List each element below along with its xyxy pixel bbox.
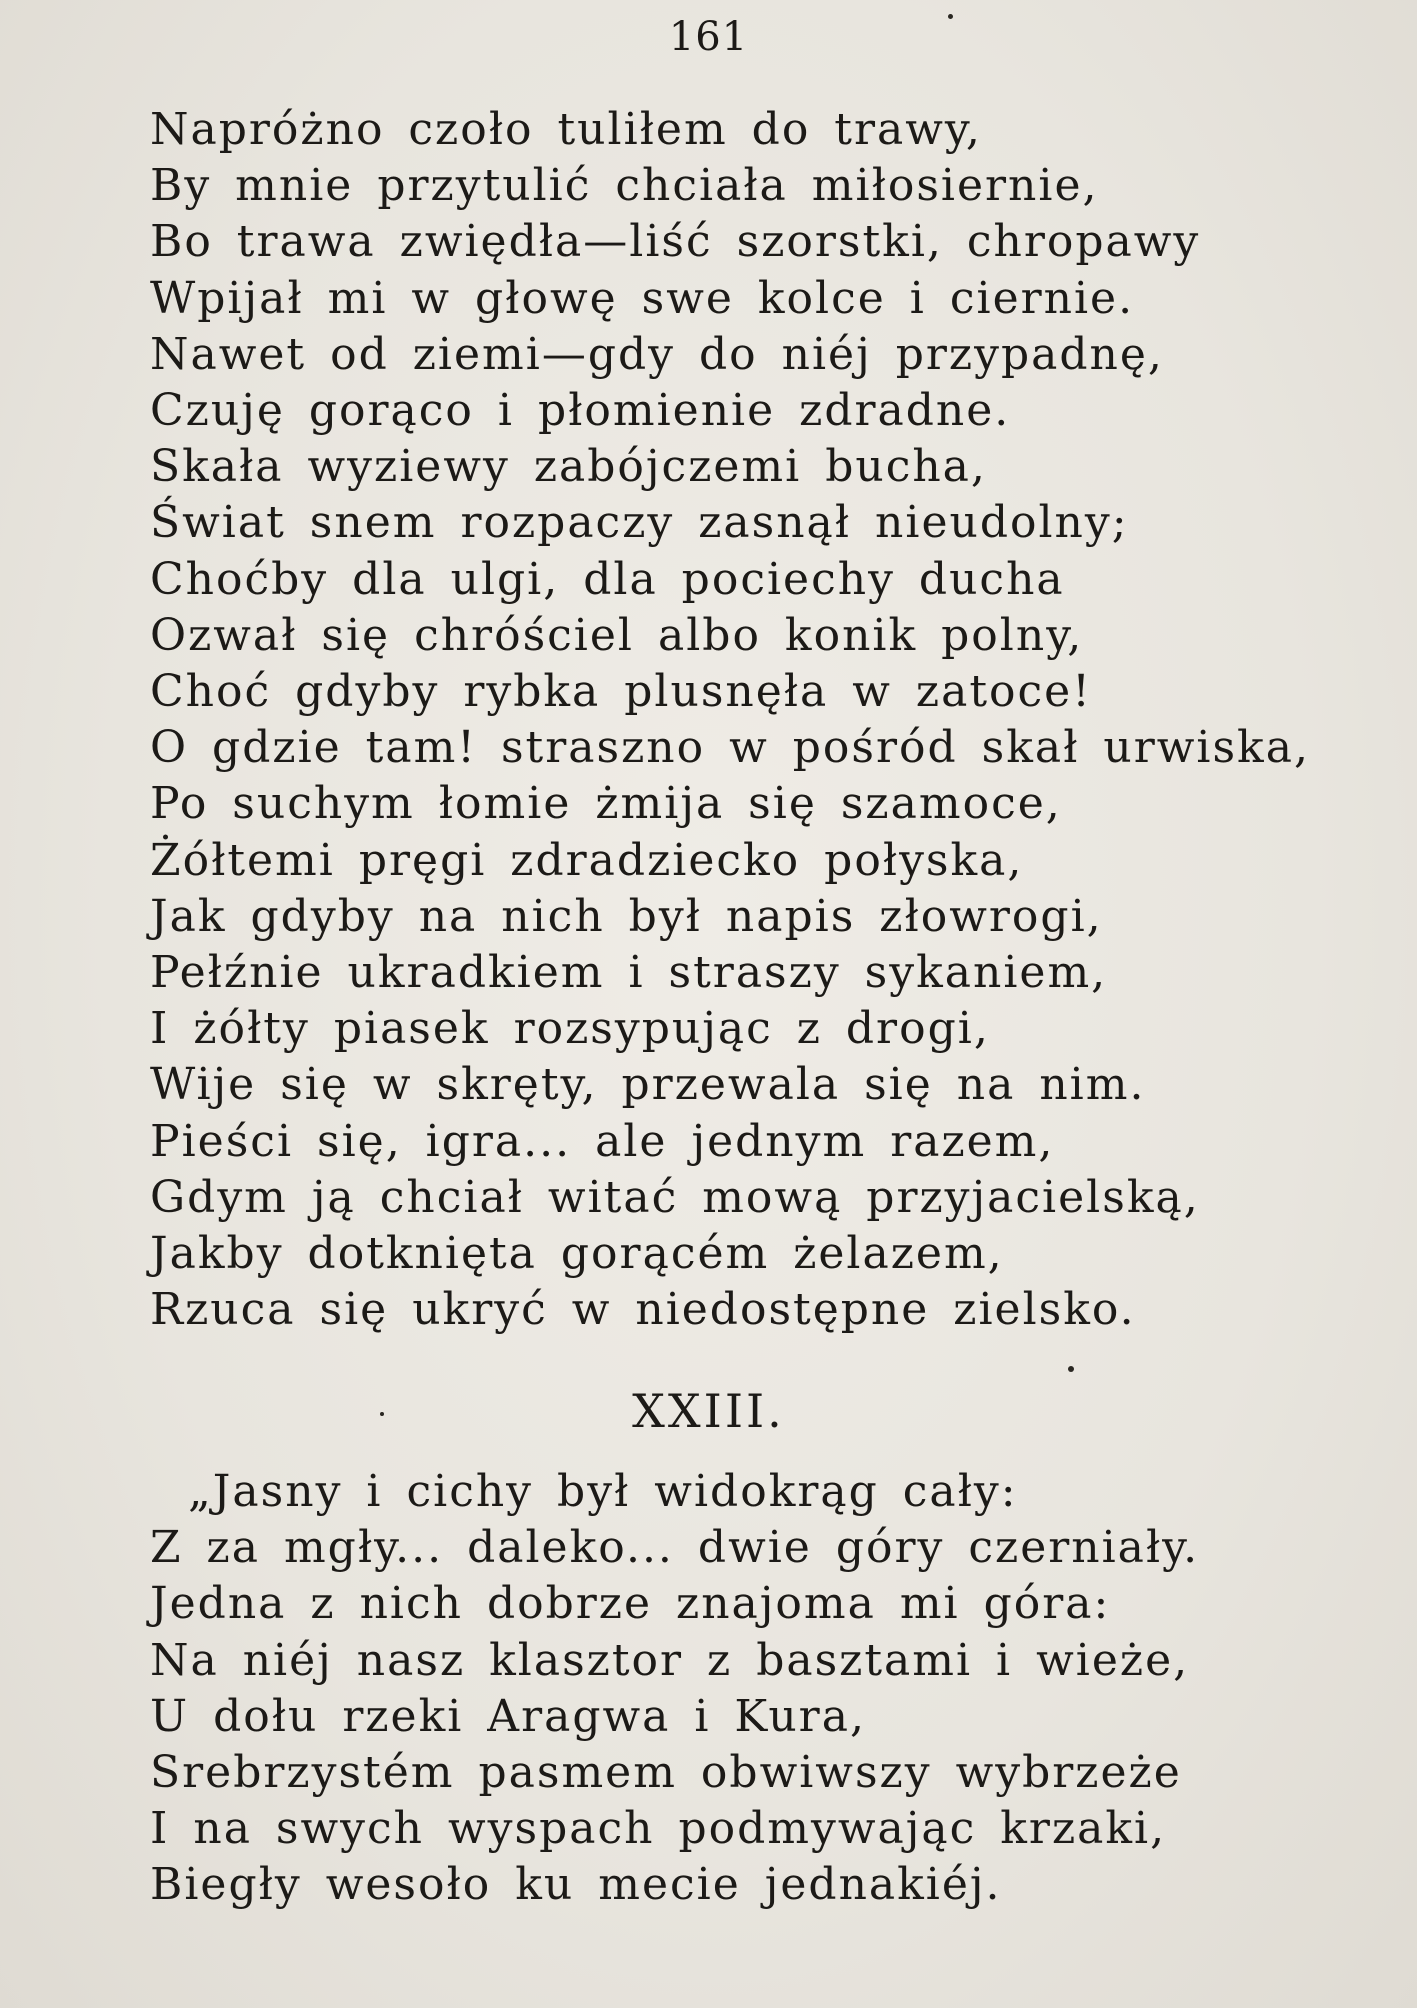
verse-line: Na niéj nasz klasztor z basztami i wieże, — [150, 1634, 1190, 1686]
verse-line: Biegły wesoło ku mecie jednakiéj. — [150, 1859, 1002, 1911]
verse-line: Jedna z nich dobrze znajoma mi góra: — [150, 1578, 1111, 1630]
paper-speck — [380, 1412, 384, 1416]
verse-line: Wije się w skręty, przewala się na nim. — [150, 1059, 1146, 1111]
verse-line: Czuję gorąco i płomienie zdradne. — [150, 385, 1011, 437]
verse-line: Choćby dla ulgi, dla pociechy ducha — [150, 553, 1065, 605]
verse-line: Z za mgły... daleko... dwie góry czerniały. — [150, 1522, 1200, 1574]
paper-speck — [1068, 1366, 1074, 1372]
verse-line: Żółtemi pręgi zdradziecko połyska, — [150, 834, 1024, 886]
verse-line: Bo trawa zwiędła—liść szorstki, chropawy — [150, 216, 1201, 268]
poem-stanza — [150, 102, 1310, 1338]
verse-line: Choć gdyby rybka plusnęła w zatoce! — [150, 666, 1092, 718]
verse-line: Wpijał mi w głowę swe kolce i ciernie. — [150, 272, 1135, 324]
verse-line: Pełźnie ukradkiem i straszy sykaniem, — [150, 947, 1108, 999]
verse-line: Pieści się, igra... ale jednym razem, — [150, 1115, 1055, 1167]
verse-line: By mnie przytulić chciała miłosiernie, — [150, 160, 1099, 212]
verse-line: Nawet od ziemi—gdy do niéj przypadnę, — [150, 328, 1164, 380]
verse-line: O gdzie tam! straszno w pośród skał urwiska, — [150, 722, 1310, 774]
verse-line: „Jasny i cichy był widokrąg cały: — [188, 1466, 1018, 1517]
paper-speck — [948, 14, 953, 19]
verse-line: I żółty piasek rozsypując z drogi, — [150, 1003, 990, 1055]
page-number: 161 — [668, 14, 749, 60]
verse-line: Jak gdyby na nich był napis złowrogi, — [150, 890, 1103, 942]
verse-line: Jakby dotknięta gorącém żelazem, — [150, 1228, 1004, 1280]
verse-line: Skała wyziewy zabójczemi bucha, — [150, 441, 987, 493]
verse-line: Srebrzystém pasmem obwiwszy wybrzeże — [150, 1747, 1182, 1799]
verse-line: Ozwał się chróściel albo konik polny, — [150, 609, 1084, 661]
verse-line: Rzuca się ukryć w niedostępne zielsko. — [150, 1284, 1136, 1336]
section-heading: XXIII. — [632, 1384, 785, 1438]
poem-stanza — [150, 1464, 1199, 1914]
verse-line: I na swych wyspach podmywając krzaki, — [150, 1803, 1167, 1855]
verse-line: Gdym ją chciał witać mową przyjacielską, — [150, 1171, 1200, 1223]
verse-line: Świat snem rozpaczy zasnął nieudolny; — [150, 497, 1129, 549]
verse-line: U dołu rzeki Aragwa i Kura, — [150, 1690, 866, 1742]
verse-line: Napróżno czoło tuliłem do trawy, — [150, 104, 982, 155]
verse-line: Po suchym łomie żmija się szamoce, — [150, 778, 1062, 830]
